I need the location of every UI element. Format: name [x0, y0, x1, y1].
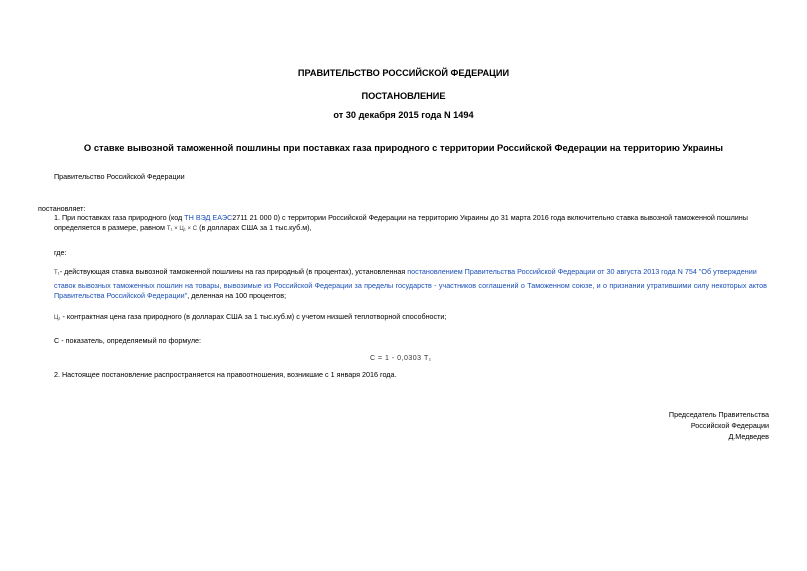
paragraph-2-line-3	[54, 291, 286, 301]
intro-text: Правительство Российской Федерации	[54, 172, 185, 181]
paragraph-4: С - показатель, определяемый по формуле:	[54, 336, 202, 345]
date-number-heading: от 30 декабря 2015 года N 1494	[333, 110, 474, 120]
paragraph-1-line-2	[54, 223, 312, 234]
paragraph-2-line-1	[54, 267, 757, 278]
signature-organization: Российской Федерации	[690, 421, 769, 430]
document-title: О ставке вывозной таможенной пошлины при поставках газа природного с территории Российской Федерации на территорию Украины	[83, 142, 724, 153]
document-type-heading: ПОСТАНОВЛЕНИЕ	[361, 91, 446, 101]
paragraph-1-text-c: определяется в размере, равном	[54, 223, 165, 232]
paragraph-2-text-a: - действующая ставка вывозной таможенной пошлины на газ природный (в процентах), установленная	[59, 267, 408, 276]
paragraph-2-text-b: , деленная на 100 процентов;	[187, 291, 287, 300]
tn-ved-link[interactable]: ТН ВЭД ЕАЭС	[184, 213, 233, 222]
paragraph-1-line-1	[54, 213, 748, 223]
decree-754-link[interactable]: постановлением Правительства Российской Федерации от 30 августа 2013 года N 754 "Об утверждении	[407, 267, 757, 276]
c-formula: С = 1 - 0,0303 Т₁	[370, 355, 432, 362]
paragraph-1-text-a: 1. При поставках газа природного (код	[54, 213, 185, 222]
signature-position: Председатель Правительства	[668, 410, 769, 419]
paragraph-5: 2. Настоящее постановление распространяется на правоотношения, возникшие с 1 января 2016 года.	[54, 370, 397, 379]
paragraph-1-text-d: (в долларах США за 1 тыс.куб.м),	[199, 223, 312, 232]
paragraph-3-text: - контрактная цена газа природного (в долларах США за 1 тыс.куб.м) с учетом низшей теплотворной способности;	[62, 312, 447, 321]
signature-name: Д.Медведев	[728, 432, 769, 441]
t1-symbol: Т₁	[54, 270, 60, 276]
c1-symbol: Ц₁	[54, 315, 61, 321]
paragraph-2-line-2	[54, 281, 767, 291]
paragraph-3	[54, 312, 446, 323]
decree-754-link-cont[interactable]: ставок вывозных таможенных пошлин на товары, вывозимые из Российской Федерации за пределы государств - участников соглашений о Таможенном союзе, и о признании утратившими силу некоторых актов	[54, 281, 767, 290]
where-text: где:	[54, 248, 67, 257]
decree-text: постановляет:	[38, 204, 86, 213]
government-heading: ПРАВИТЕЛЬСТВО РОССИЙСКОЙ ФЕДЕРАЦИИ	[297, 68, 510, 78]
paragraph-1-text-b: 2711 21 000 0) с территории Российской Федерации на территорию Украины до 31 марта 2016 года включительно ставка вывозной таможенной пошлины	[232, 213, 748, 222]
rate-formula-symbol: Т₁ × Ц₁ × С	[166, 226, 198, 232]
decree-754-link-end[interactable]: Правительства Российской Федерации"	[54, 291, 188, 300]
